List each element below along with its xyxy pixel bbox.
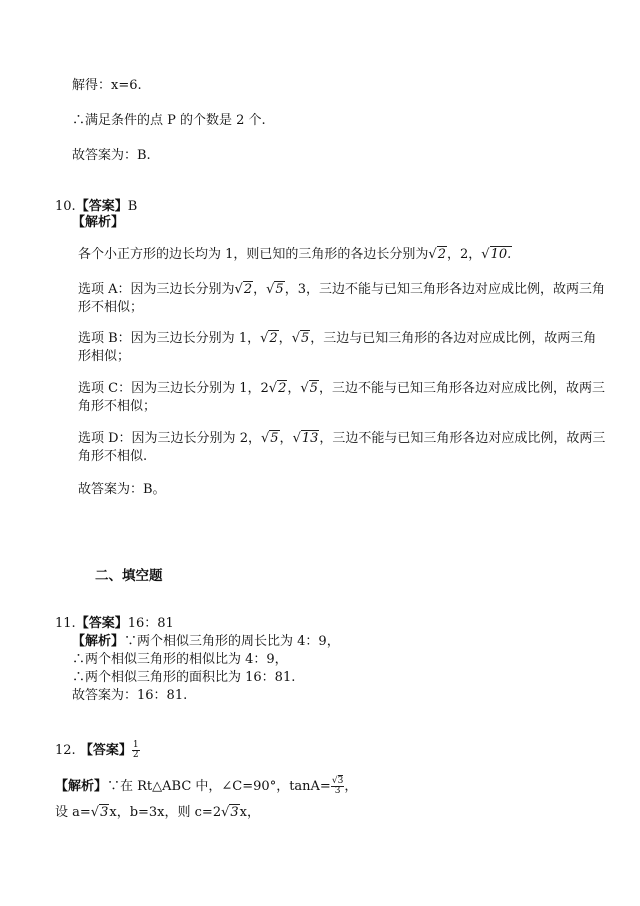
q11-line4: 故答案为：16：81. — [72, 688, 188, 703]
sqrt-2: √2 — [234, 282, 253, 297]
q12-answer-tag: 【答案】 — [79, 743, 132, 758]
sqrt-5: √5 — [300, 381, 318, 396]
q12-analysis-line1: 【解析】∵在 Rt△ABC 中，∠C=90°，tanA= $\frac{√3}{3}$ ， — [55, 776, 358, 796]
q10-option-a: 选项 A：因为三边长分别为√2，√5，3，三边不能与已知三角形各边对应成比例，故两三角 — [78, 282, 605, 297]
q10-conclusion: 故答案为：B。 — [78, 482, 166, 497]
sqrt-2: √2 — [428, 247, 446, 262]
q10-c-post: ，三边不能与已知三角形各边对应成比例，故两三 — [318, 381, 605, 396]
q12-number: 12. — [55, 743, 76, 758]
tan-fraction: $\frac{√3}{3}$ — [331, 776, 344, 796]
prev-line-3: 故答案为：B. — [72, 148, 151, 163]
q12-analysis-tag: 【解析】 — [55, 779, 108, 794]
q10-b-text: 选项 B：因为三边长分别为 1， — [78, 331, 261, 346]
q10-intro — [78, 246, 512, 264]
q12-l1-text: ∵在 Rt△ABC 中，∠C=90°，tanA= — [107, 779, 331, 794]
prev-line-2: ∴满足条件的点 P 的个数是 2 个. — [72, 113, 266, 128]
q12-analysis-line2: 设 a=√3x，b=3x，则 c=2√3x， — [55, 805, 261, 820]
q11-answer: 16：81 — [127, 616, 174, 631]
q10-answer-tag: 【答案】 — [75, 199, 128, 214]
q10-intro-mid: ，2， — [446, 247, 482, 262]
q10-option-d-line2: 角形不相似. — [78, 449, 148, 464]
q11-line2: ∴两个相似三角形的相似比为 4：9， — [72, 652, 288, 667]
q10-c-text: 选项 C：因为三边长分别为 1，2 — [78, 381, 269, 396]
q11-number: 11. — [55, 616, 76, 631]
q10-b-post: ，三边与已知三角形的各边对应成比例，故两三角 — [310, 331, 597, 346]
q10-answer: B — [127, 199, 138, 214]
q12-answer-line — [55, 741, 140, 760]
q10-option-b: 选项 B：因为三边长分别为 1，√2，√5，三边与已知三角形的各边对应成比例，故两三角 — [78, 331, 597, 346]
sqrt-13: √13 — [292, 431, 319, 446]
q12-l2-text: 设 a= — [55, 805, 91, 820]
sqrt-10: √10. — [481, 247, 512, 262]
section-title: 二、填空题 — [95, 568, 163, 584]
q11-line3: ∴两个相似三角形的面积比为 16：81. — [72, 670, 296, 685]
q11-answer-tag: 【答案】 — [75, 616, 128, 631]
sqrt-2: √2 — [260, 331, 278, 346]
q11-analysis-tag: 【解析】 — [72, 634, 125, 649]
q10-option-a-line2: 形不相似； — [78, 300, 144, 315]
q11-analysis-line1 — [72, 633, 340, 651]
q11-line1: ∵两个相似三角形的周长比为 4：9， — [124, 634, 340, 649]
q10-analysis-tag: 【解析】 — [72, 215, 125, 230]
sqrt-3: √3 — [221, 805, 239, 820]
q10-number: 10. — [55, 199, 76, 214]
q10-intro-text: 各个小正方形的边长均为 1，则已知的三角形的各边长分别为 — [78, 247, 429, 262]
q10-option-c: 选项 C：因为三边长分别为 1，2√2，√5，三边不能与已知三角形各边对应成比例，故两三 — [78, 381, 605, 396]
q10-option-d: 选项 D：因为三边长分别为 2，√5，√13，三边不能与已知三角形各边对应成比例，故两三 — [78, 431, 606, 446]
q10-d-post: ，三边不能与已知三角形各边对应成比例，故两三 — [319, 431, 606, 446]
q11-answer-line — [55, 615, 174, 633]
sqrt-3: √3 — [90, 805, 109, 820]
sqrt-5: √5 — [260, 431, 279, 446]
sqrt-5: √5 — [291, 331, 310, 346]
sqrt-5: √5 — [266, 282, 284, 297]
prev-line-1: 解得：x=6. — [72, 78, 142, 93]
sqrt-2: √2 — [268, 381, 287, 396]
q10-a-post: ，3，三边不能与已知三角形各边对应成比例，故两三角 — [284, 282, 605, 297]
q10-option-c-line2: 角形不相似； — [78, 399, 157, 414]
q10-option-b-line2: 形相似； — [78, 349, 131, 364]
q10-a-text: 选项 A：因为三边长分别为 — [78, 282, 235, 297]
q10-d-text: 选项 D：因为三边长分别为 2， — [78, 431, 261, 446]
q12-answer-fraction: $\frac{1}{2}$ — [132, 740, 139, 760]
